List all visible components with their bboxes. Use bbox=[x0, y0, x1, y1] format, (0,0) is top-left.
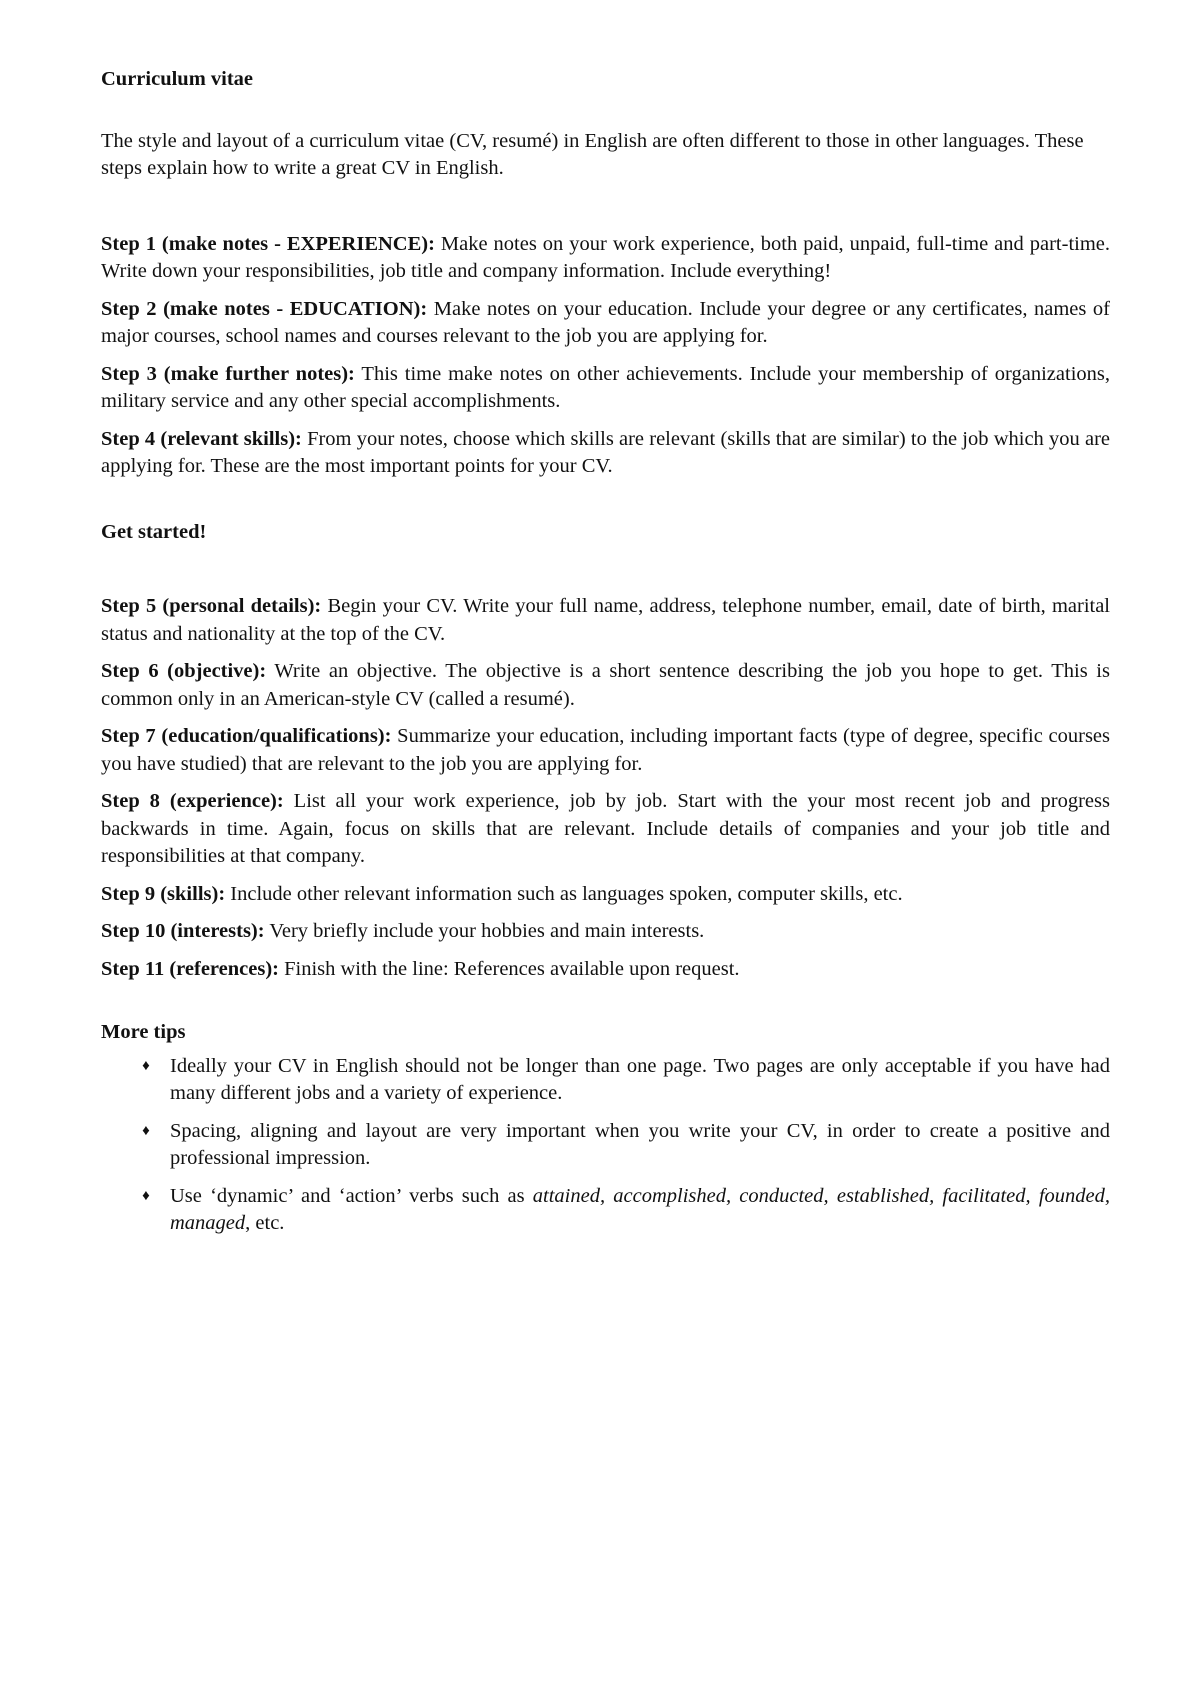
step-text: From your notes, choose which skills are relevant (skills that are similar) to the job which you are applying for. These are the most important points for your CV. bbox=[101, 427, 1110, 477]
step-label: Step 10 (interests): bbox=[101, 920, 265, 942]
step-6 bbox=[101, 658, 1110, 713]
document-page bbox=[101, 66, 1110, 1248]
step-text: Make notes on your education. Include your degree or any certificates, names of major courses, school names and courses relevant to the job you are applying for. bbox=[101, 297, 1110, 347]
diamond-bullet-icon: ♦ bbox=[142, 1057, 150, 1074]
tip-text: Use ‘dynamic’ and ‘action’ verbs such as bbox=[170, 1184, 533, 1207]
step-text: Very briefly include your hobbies and main interests. bbox=[264, 920, 705, 942]
step-text: Finish with the line: References available upon request. bbox=[278, 957, 740, 980]
step-text: This time make notes on other achievements. Include your membership of organizations, military service and any other special accomplishments. bbox=[101, 362, 1110, 412]
tip-italic-verbs: attained, accomplished, conducted, established, facilitated, founded, managed bbox=[170, 1184, 1110, 1234]
step-label: Step 7 (education/qualifications): bbox=[101, 725, 392, 747]
step-label: Step 1 (make notes - EXPERIENCE): bbox=[101, 232, 435, 255]
step-11 bbox=[101, 956, 1110, 984]
step-text: List all your work experience, job by job. Start with the your most recent job and progress backwards in time. Again, focus on skills that are relevant. Include details of companies and your job title and responsibilities at that company. bbox=[101, 790, 1110, 867]
list-item bbox=[136, 1183, 1110, 1238]
step-4 bbox=[101, 426, 1110, 481]
step-label: Step 9 (skills): bbox=[101, 882, 226, 905]
list-item bbox=[136, 1118, 1110, 1173]
tip-text: Spacing, aligning and layout are very important when you write your CV, in order to create a positive and professional impression. bbox=[170, 1119, 1110, 1169]
step-label: Step 4 (relevant skills): bbox=[101, 427, 302, 450]
list-item bbox=[136, 1053, 1110, 1108]
step-label: Step 11 (references): bbox=[101, 957, 279, 980]
step-8 bbox=[101, 788, 1110, 871]
step-label: Step 8 (experience): bbox=[101, 790, 284, 812]
tip-text: Ideally your CV in English should not be longer than one page. Two pages are only acceptable if you have had many different jobs and a variety of experience. bbox=[170, 1054, 1110, 1104]
step-label: Step 6 (objective): bbox=[101, 660, 267, 682]
step-10 bbox=[101, 918, 1110, 946]
step-7 bbox=[101, 723, 1110, 778]
step-1 bbox=[101, 231, 1110, 286]
diamond-bullet-icon: ♦ bbox=[142, 1122, 150, 1139]
step-2 bbox=[101, 296, 1110, 351]
document-title: Curriculum vitae bbox=[101, 68, 254, 90]
intro-paragraph: The style and layout of a curriculum vitae (CV, resumé) in English are often different to those in other languages. These steps explain how to write a great CV in English. bbox=[101, 129, 1084, 179]
diamond-bullet-icon: ♦ bbox=[142, 1187, 150, 1204]
step-label: Step 2 (make notes - EDUCATION): bbox=[101, 297, 428, 320]
get-started-heading: Get started! bbox=[101, 520, 207, 543]
step-5 bbox=[101, 593, 1110, 648]
tip-tail: , etc. bbox=[245, 1212, 285, 1234]
steps-group-1 bbox=[101, 231, 1110, 481]
step-label: Step 3 (make further notes): bbox=[101, 362, 355, 385]
step-text: Include other relevant information such as languages spoken, computer skills, etc. bbox=[225, 882, 903, 905]
more-tips-heading: More tips bbox=[101, 1021, 186, 1043]
step-text: Make notes on your work experience, both paid, unpaid, full-time and part-time. Write down your responsibilities, job title and company information. Include everything! bbox=[101, 232, 1111, 282]
step-text: Summarize your education, including important facts (type of degree, specific courses you have studied) that are relevant to the job you are applying for. bbox=[101, 725, 1111, 775]
step-label: Step 5 (personal details): bbox=[101, 595, 322, 617]
step-text: Begin your CV. Write your full name, address, telephone number, email, date of birth, marital status and nationality at the top of the CV. bbox=[101, 595, 1111, 645]
step-3 bbox=[101, 361, 1110, 416]
step-9 bbox=[101, 881, 1110, 909]
tips-list bbox=[101, 1053, 1110, 1238]
steps-group-2 bbox=[101, 593, 1110, 983]
step-text: Write an objective. The objective is a short sentence describing the job you hope to get. This is common only in an American-style CV (called a resumé). bbox=[101, 660, 1110, 710]
